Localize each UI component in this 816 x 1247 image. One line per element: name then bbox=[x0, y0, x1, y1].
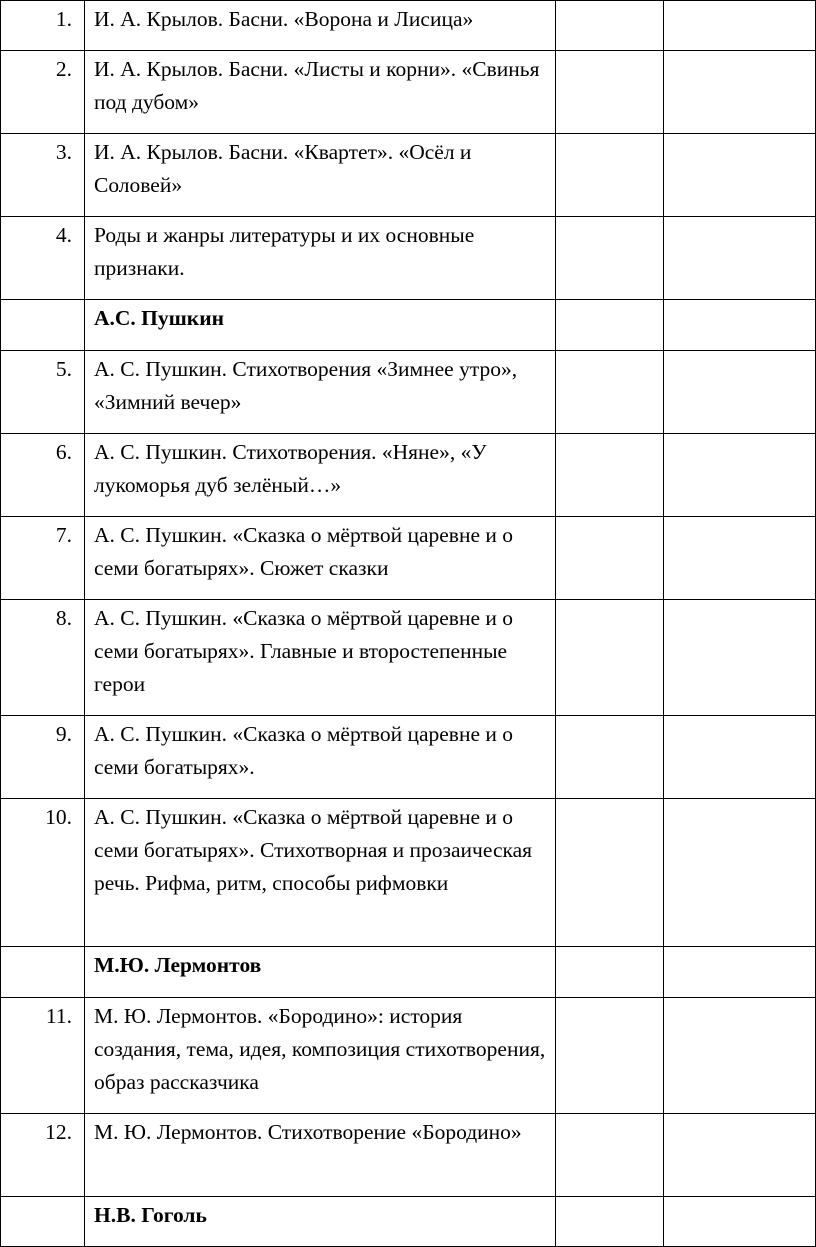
empty-cell bbox=[664, 434, 816, 517]
table-row bbox=[1, 600, 816, 716]
empty-cell bbox=[556, 1114, 664, 1197]
empty-cell bbox=[664, 517, 816, 600]
lesson-number-cell: 2. bbox=[1, 51, 85, 134]
lesson-number-cell: 11. bbox=[1, 998, 85, 1114]
empty-cell bbox=[664, 217, 816, 300]
lesson-number-cell: 1. bbox=[1, 1, 85, 51]
empty-cell bbox=[664, 998, 816, 1114]
table-row bbox=[1, 217, 816, 300]
empty-cell bbox=[664, 351, 816, 434]
empty-cell bbox=[556, 217, 664, 300]
empty-cell bbox=[556, 600, 664, 716]
empty-cell bbox=[664, 799, 816, 947]
lesson-number-cell: 12. bbox=[1, 1114, 85, 1197]
empty-cell bbox=[556, 947, 664, 998]
empty-cell bbox=[556, 998, 664, 1114]
table-row bbox=[1, 998, 816, 1114]
table-row bbox=[1, 799, 816, 947]
lesson-number-cell: 5. bbox=[1, 351, 85, 434]
table-row bbox=[1, 51, 816, 134]
lesson-number-cell: 10. bbox=[1, 799, 85, 947]
lesson-topic-cell: И. А. Крылов. Басни. «Листы и корни». «Свинья под дубом» bbox=[85, 51, 556, 134]
lesson-topic-cell: А. С. Пушкин. «Сказка о мёртвой царевне и о семи богатырях». Стихотворная и прозаическая речь. Рифма, ритм, способы рифмовки bbox=[85, 799, 556, 947]
empty-cell bbox=[556, 351, 664, 434]
empty-cell bbox=[556, 434, 664, 517]
empty-cell bbox=[664, 716, 816, 799]
lesson-topic-cell: А. С. Пушкин. «Сказка о мёртвой царевне и о семи богатырях». Главные и второстепенные герои bbox=[85, 600, 556, 716]
lesson-number-cell bbox=[1, 300, 85, 351]
lesson-number-cell: 6. bbox=[1, 434, 85, 517]
empty-cell bbox=[664, 1114, 816, 1197]
lesson-topic-cell: М. Ю. Лермонтов. Стихотворение «Бородино» bbox=[85, 1114, 556, 1197]
section-title-cell: Н.В. Гоголь bbox=[85, 1197, 556, 1247]
empty-cell bbox=[664, 1, 816, 51]
section-title-cell: М.Ю. Лермонтов bbox=[85, 947, 556, 998]
section-header-row bbox=[1, 300, 816, 351]
empty-cell bbox=[556, 134, 664, 217]
lesson-number-cell bbox=[1, 1197, 85, 1247]
lesson-topic-cell: Роды и жанры литературы и их основные признаки. bbox=[85, 217, 556, 300]
empty-cell bbox=[556, 517, 664, 600]
lesson-plan-body bbox=[1, 1, 816, 1247]
empty-cell bbox=[556, 1197, 664, 1247]
empty-cell bbox=[664, 134, 816, 217]
table-row bbox=[1, 1, 816, 51]
section-title-cell: А.С. Пушкин bbox=[85, 300, 556, 351]
lesson-number-cell: 3. bbox=[1, 134, 85, 217]
empty-cell bbox=[664, 947, 816, 998]
table-row bbox=[1, 716, 816, 799]
table-row bbox=[1, 134, 816, 217]
empty-cell bbox=[664, 600, 816, 716]
lesson-topic-cell: М. Ю. Лермонтов. «Бородино»: история создания, тема, идея, композиция стихотворения, образ рассказчика bbox=[85, 998, 556, 1114]
lesson-topic-cell: А. С. Пушкин. Стихотворения «Зимнее утро», «Зимний вечер» bbox=[85, 351, 556, 434]
empty-cell bbox=[556, 300, 664, 351]
section-header-row bbox=[1, 947, 816, 998]
lesson-topic-cell: А. С. Пушкин. «Сказка о мёртвой царевне и о семи богатырях». bbox=[85, 716, 556, 799]
lesson-topic-cell: А. С. Пушкин. «Сказка о мёртвой царевне и о семи богатырях». Сюжет сказки bbox=[85, 517, 556, 600]
lesson-number-cell bbox=[1, 947, 85, 998]
lesson-number-cell: 7. bbox=[1, 517, 85, 600]
table-row bbox=[1, 351, 816, 434]
lesson-number-cell: 8. bbox=[1, 600, 85, 716]
table-row bbox=[1, 1114, 816, 1197]
empty-cell bbox=[664, 1197, 816, 1247]
empty-cell bbox=[556, 799, 664, 947]
lesson-topic-cell: И. А. Крылов. Басни. «Ворона и Лисица» bbox=[85, 1, 556, 51]
empty-cell bbox=[556, 1, 664, 51]
lesson-number-cell: 4. bbox=[1, 217, 85, 300]
empty-cell bbox=[664, 300, 816, 351]
lesson-topic-cell: И. А. Крылов. Басни. «Квартет». «Осёл и Соловей» bbox=[85, 134, 556, 217]
empty-cell bbox=[556, 51, 664, 134]
lesson-number-cell: 9. bbox=[1, 716, 85, 799]
table-row bbox=[1, 434, 816, 517]
lesson-topic-cell: А. С. Пушкин. Стихотворения. «Няне», «У лукоморья дуб зелёный…» bbox=[85, 434, 556, 517]
empty-cell bbox=[556, 716, 664, 799]
section-header-row bbox=[1, 1197, 816, 1247]
empty-cell bbox=[664, 51, 816, 134]
table-row bbox=[1, 517, 816, 600]
